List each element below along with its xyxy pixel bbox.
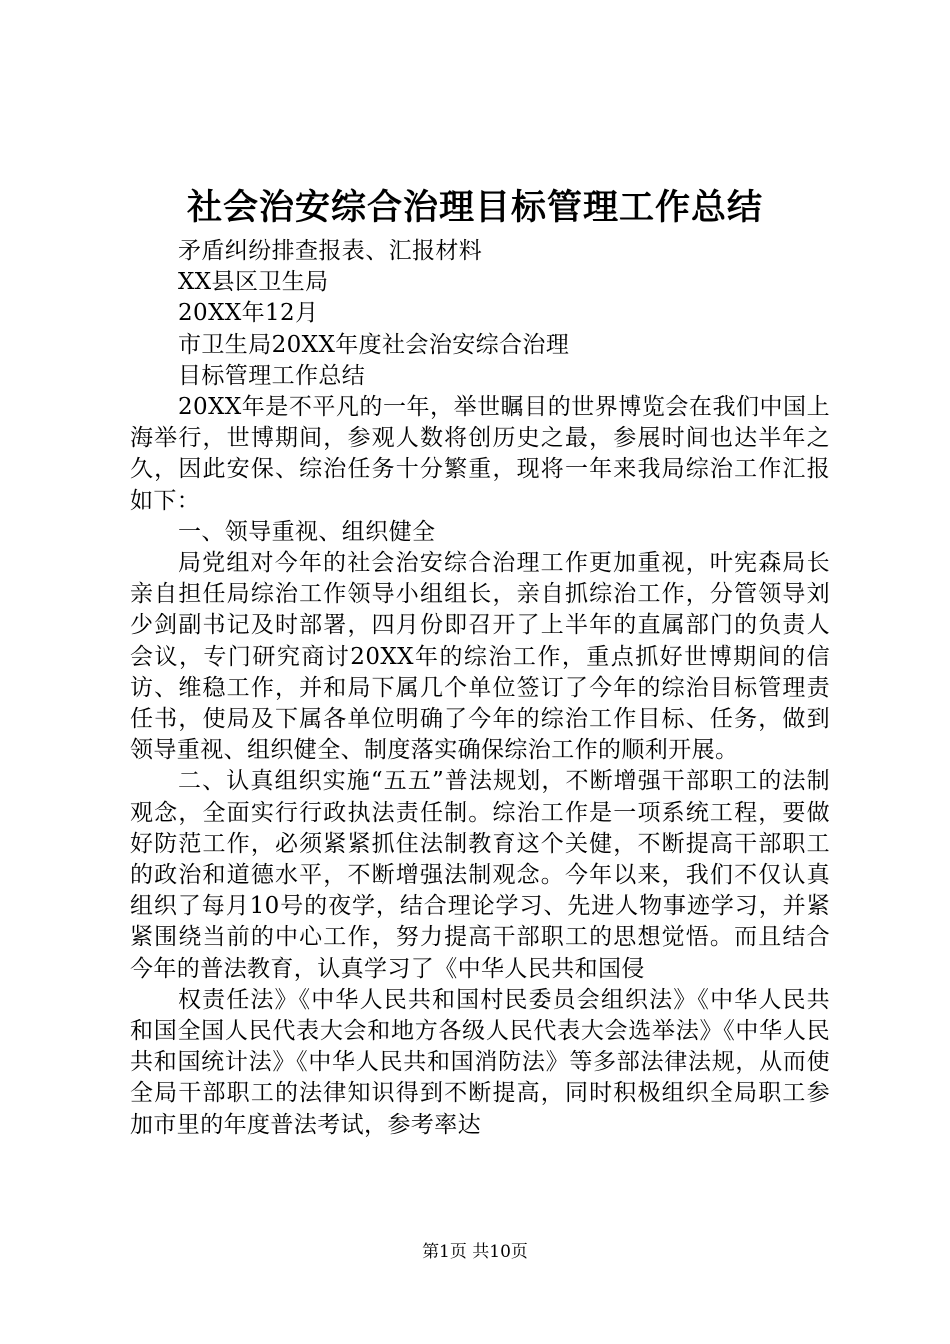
page-footer: 第1页 共10页 — [422, 1242, 528, 1262]
paragraph-section-2-continued: 权责任法》《中华人民共和国村民委员会组织法》《中华人民共和国全国人民代表大会和地方各级人民代表大会选举法》《中华人民共和国统计法》《中华人民共和国消防法》等多部法律法规，从而使全局干部职工的法律知识得到不断提高，同时积极组织全局职工参加市里的年度普法考试，参考率达 — [130, 986, 830, 1138]
section-heading-1: 一、领导重视、组织健全 — [178, 518, 436, 545]
paragraph-section-2: 二、认真组织实施“五五”普法规划，不断增强干部职工的法制观念，全面实行行政执法责任制。综治工作是一项系统工程，要做好防范工作，必须紧紧抓住法制教育这个关健，不断提高干部职工的政治和道德水平，不断增强法制观念。今年以来，我们不仅认真组织了每月10号的夜学，结合理论学习、先进人物事迹学习，并紧紧围绕当前的中心工作，努力提高干部职工的思想觉悟。而且结合今年的普法教育，认真学习了《中华人民共和国侵 — [130, 768, 830, 982]
header-line-subtitle-2: 目标管理工作总结 — [178, 362, 366, 389]
header-line-department: XX县区卫生局 — [178, 269, 329, 296]
paragraph-intro: 20XX年是不平凡的一年，举世瞩目的世界博览会在我们中国上海举行，世博期间，参观人数将创历史之最，参展时间也达半年之久，因此安保、综治任务十分繁重，现将一年来我局综治工作汇报如下： — [130, 394, 830, 514]
header-line-date: 20XX年12月 — [178, 300, 319, 327]
header-line-subtitle-1: 市卫生局20XX年度社会治安综合治理 — [178, 331, 570, 358]
document-title: 社会治安综合治理目标管理工作总结 — [186, 187, 763, 228]
document-body — [130, 236, 830, 1141]
header-line-subject: 矛盾纠纷排查报表、汇报材料 — [178, 238, 483, 264]
paragraph-section-1: 局党组对今年的社会治安综合治理工作更加重视，叶宪森局长亲自担任局综治工作领导小组组长，亲自抓综治工作，分管领导刘少剑副书记及时部署，四月份即召开了上半年的直属部门的负责人会议，专门研究商讨20XX年的综治工作，重点抓好世博期间的信访、维稳工作，并和局下属几个单位签订了今年的综治目标管理责任书，使局及下属各单位明确了今年的综治工作目标、任务，做到领导重视、组织健全、制度落实确保综治工作的顺利开展。 — [130, 550, 830, 764]
